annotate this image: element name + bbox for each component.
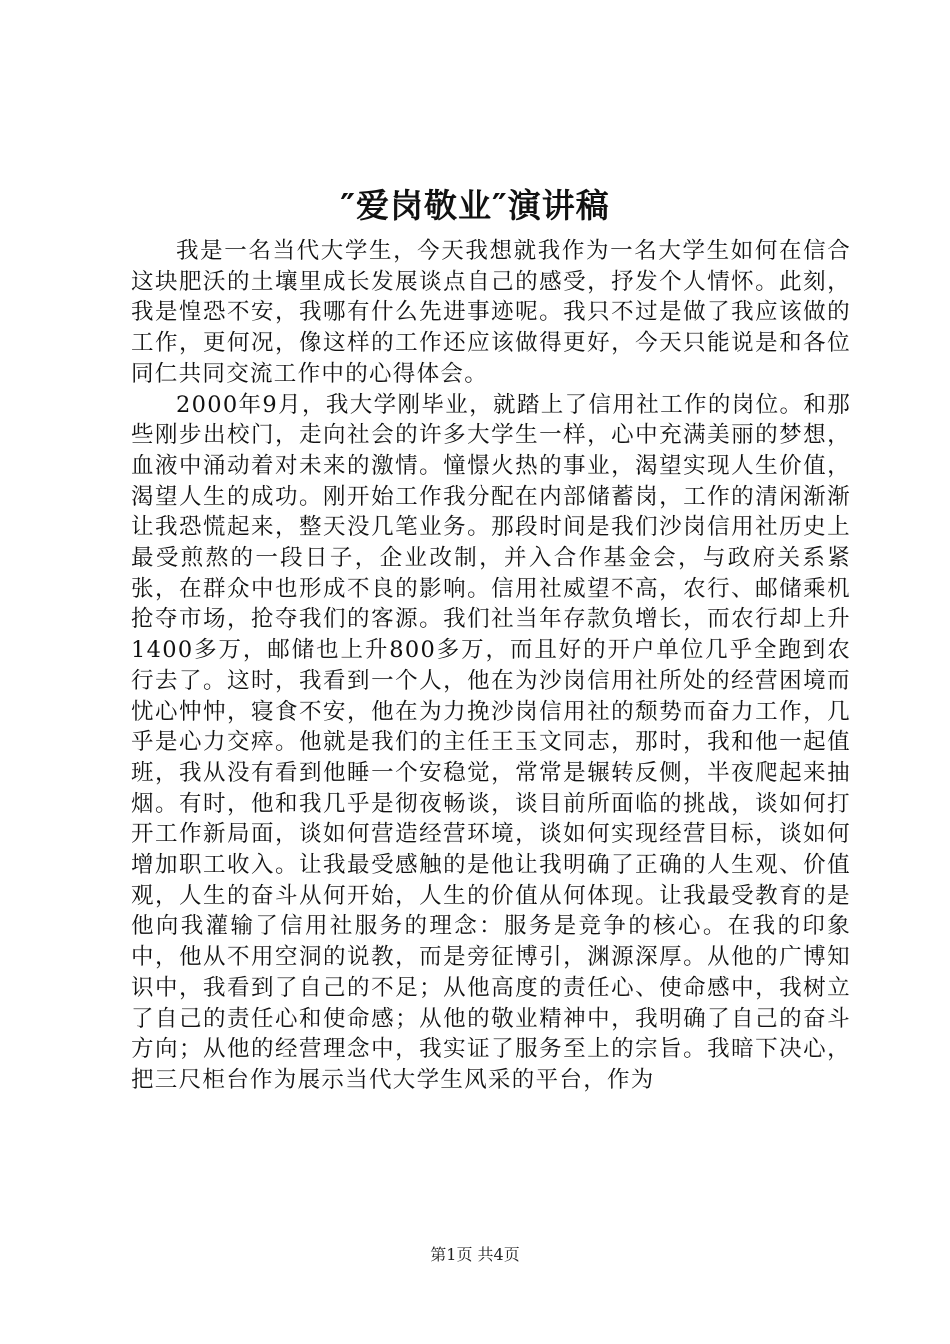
page-number: 第1页 共4页 [430, 1245, 520, 1264]
document-body [131, 236, 851, 1096]
paragraph: 2000年9月，我大学刚毕业，就踏上了信用社工作的岗位。和那些刚步出校门，走向社会的许多大学生一样，心中充满美丽的梦想，血液中涌动着对未来的激情。憧憬火热的事业，渴望实现人生价值，渴望人生的成功。刚开始工作我分配在内部储蓄岗，工作的清闲渐渐让我恐慌起来，整天没几笔业务。那段时间是我们沙岗信用社历史上最受煎熬的一段日子，企业改制，并入合作基金会，与政府关系紧张，在群众中也形成不良的影响。信用社威望不高，农行、邮储乘机抢夺市场，抢夺我们的客源。我们社当年存款负增长，而农行却上升1400多万，邮储也上升800多万，而且好的开户单位几乎全跑到农行去了。这时，我看到一个人，他在为沙岗信用社所处的经营困境而忧心忡忡，寝食不安，他在为力挽沙岗信用社的颓势而奋力工作，几乎是心力交瘁。他就是我们的主任王玉文同志，那时，我和他一起值班，我从没有看到他睡一个安稳觉，常常是辗转反侧，半夜爬起来抽烟。有时，他和我几乎是彻夜畅谈，谈目前所面临的挑战，谈如何打开工作新局面，谈如何营造经营环境，谈如何实现经营目标，谈如何增加职工收入。让我最受感触的是他让我明确了正确的人生观、价值观，人生的奋斗从何开始，人生的价值从何体现。让我最受教育的是他向我灌输了信用社服务的理念：服务是竞争的核心。在我的印象中，他从不用空洞的说教，而是旁征博引，渊源深厚。从他的广博知识中，我看到了自己的不足；从他高度的责任心、使命感中，我树立了自己的责任心和使命感；从他的敬业精神中，我明确了自己的奋斗方向；从他的经营理念中，我实证了服务至上的宗旨。我暗下决心，把三尺柜台作为展示当代大学生风采的平台，作为 [131, 391, 851, 1093]
document-title: ″爱岗敬业″演讲稿 [340, 186, 610, 225]
paragraph: 我是一名当代大学生，今天我想就我作为一名大学生如何在信合这块肥沃的土壤里成长发展谈点自己的感受，抒发个人情怀。此刻，我是惶恐不安，我哪有什么先进事迹呢。我只不过是做了我应该做的工作，更何况，像这样的工作还应该做得更好，今天只能说是和各位同仁共同交流工作中的心得体会。 [131, 238, 851, 387]
